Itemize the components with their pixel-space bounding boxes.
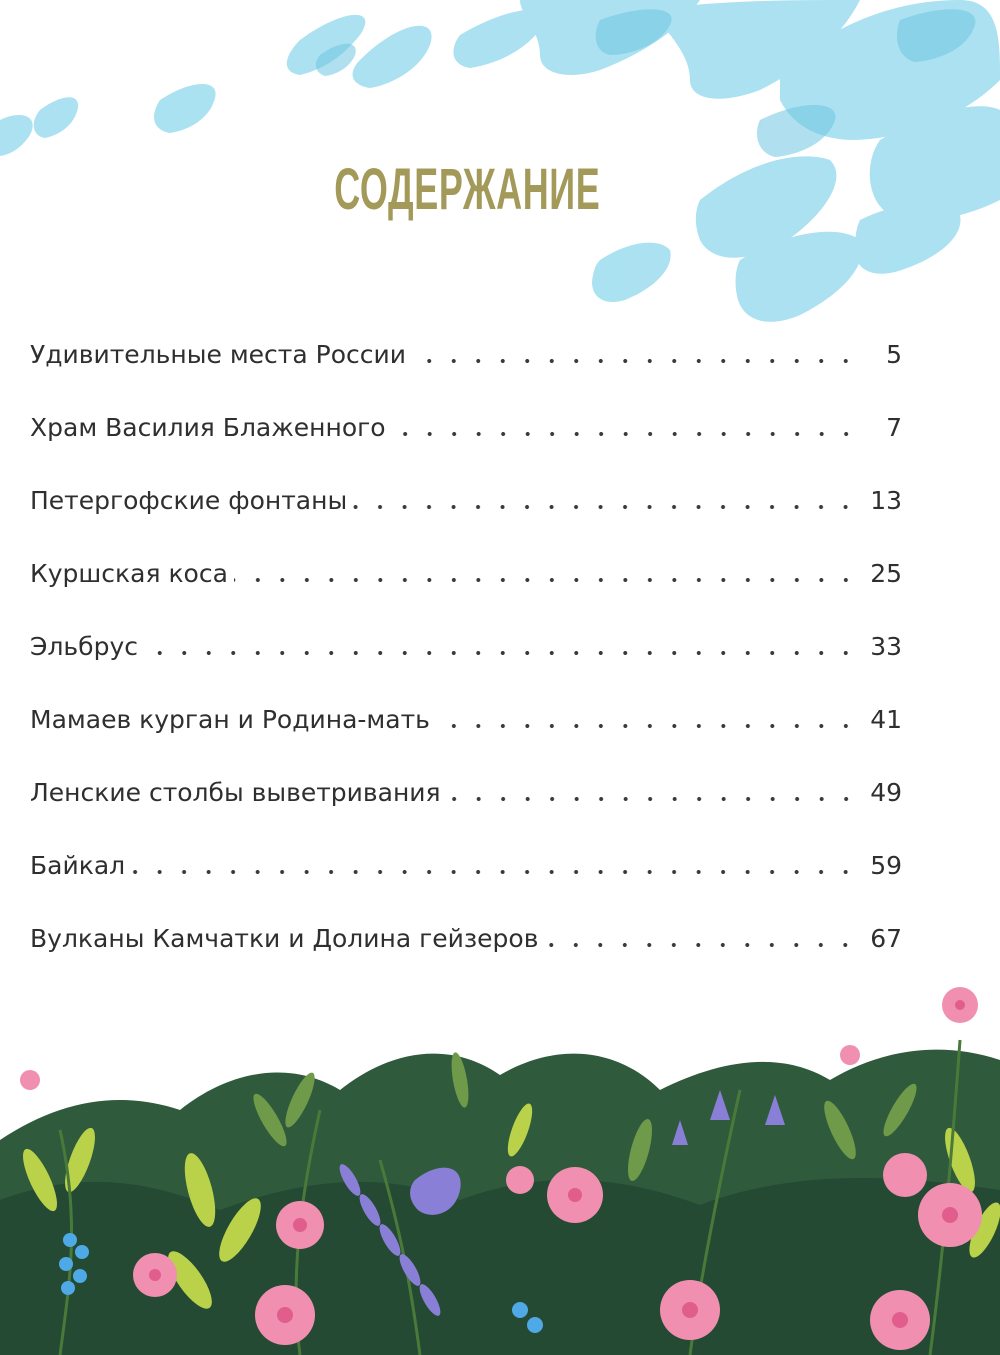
toc-entry[interactable] <box>30 318 902 391</box>
toc-entry-title: Эльбрус <box>30 632 144 661</box>
toc-entry-title: Куршская коса <box>30 559 234 588</box>
toc-entry-page: 41 <box>858 705 902 734</box>
toc-entry-title: Храм Василия Блаженного <box>30 413 392 442</box>
dot-leader <box>234 578 858 582</box>
toc-entry-page: 5 <box>858 340 902 369</box>
toc-entry[interactable] <box>30 683 902 756</box>
toc-entry-page: 33 <box>858 632 902 661</box>
meadow-illustration <box>0 980 1000 1355</box>
toc-entry-page: 7 <box>858 413 902 442</box>
toc-entry[interactable] <box>30 610 902 683</box>
toc-entry[interactable] <box>30 391 902 464</box>
dot-leader <box>544 943 858 947</box>
dot-leader <box>131 870 858 874</box>
toc-entry-page: 67 <box>858 924 902 953</box>
toc-entry[interactable] <box>30 537 902 610</box>
table-of-contents <box>30 318 902 975</box>
toc-entry[interactable] <box>30 902 902 975</box>
dot-leader <box>353 505 858 509</box>
toc-entry-page: 25 <box>858 559 902 588</box>
toc-entry-page: 13 <box>858 486 902 515</box>
dot-leader <box>144 651 858 655</box>
toc-entry[interactable] <box>30 829 902 902</box>
dot-leader <box>412 359 858 363</box>
dot-leader <box>392 432 858 436</box>
dot-leader <box>447 797 858 801</box>
toc-entry-title: Ленские столбы выветривания <box>30 778 447 807</box>
toc-entry-title: Мамаев курган и Родина-мать <box>30 705 436 734</box>
toc-entry-title: Петергофские фонтаны <box>30 486 353 515</box>
toc-entry-title: Удивительные места России <box>30 340 412 369</box>
page-title: СОДЕРЖАНИЕ <box>334 157 601 222</box>
toc-entry[interactable] <box>30 464 902 537</box>
toc-entry-title: Байкал <box>30 851 131 880</box>
toc-entry-page: 59 <box>858 851 902 880</box>
toc-entry-title: Вулканы Камчатки и Долина гейзеров <box>30 924 544 953</box>
toc-entry[interactable] <box>30 756 902 829</box>
toc-entry-page: 49 <box>858 778 902 807</box>
dot-leader <box>436 724 858 728</box>
